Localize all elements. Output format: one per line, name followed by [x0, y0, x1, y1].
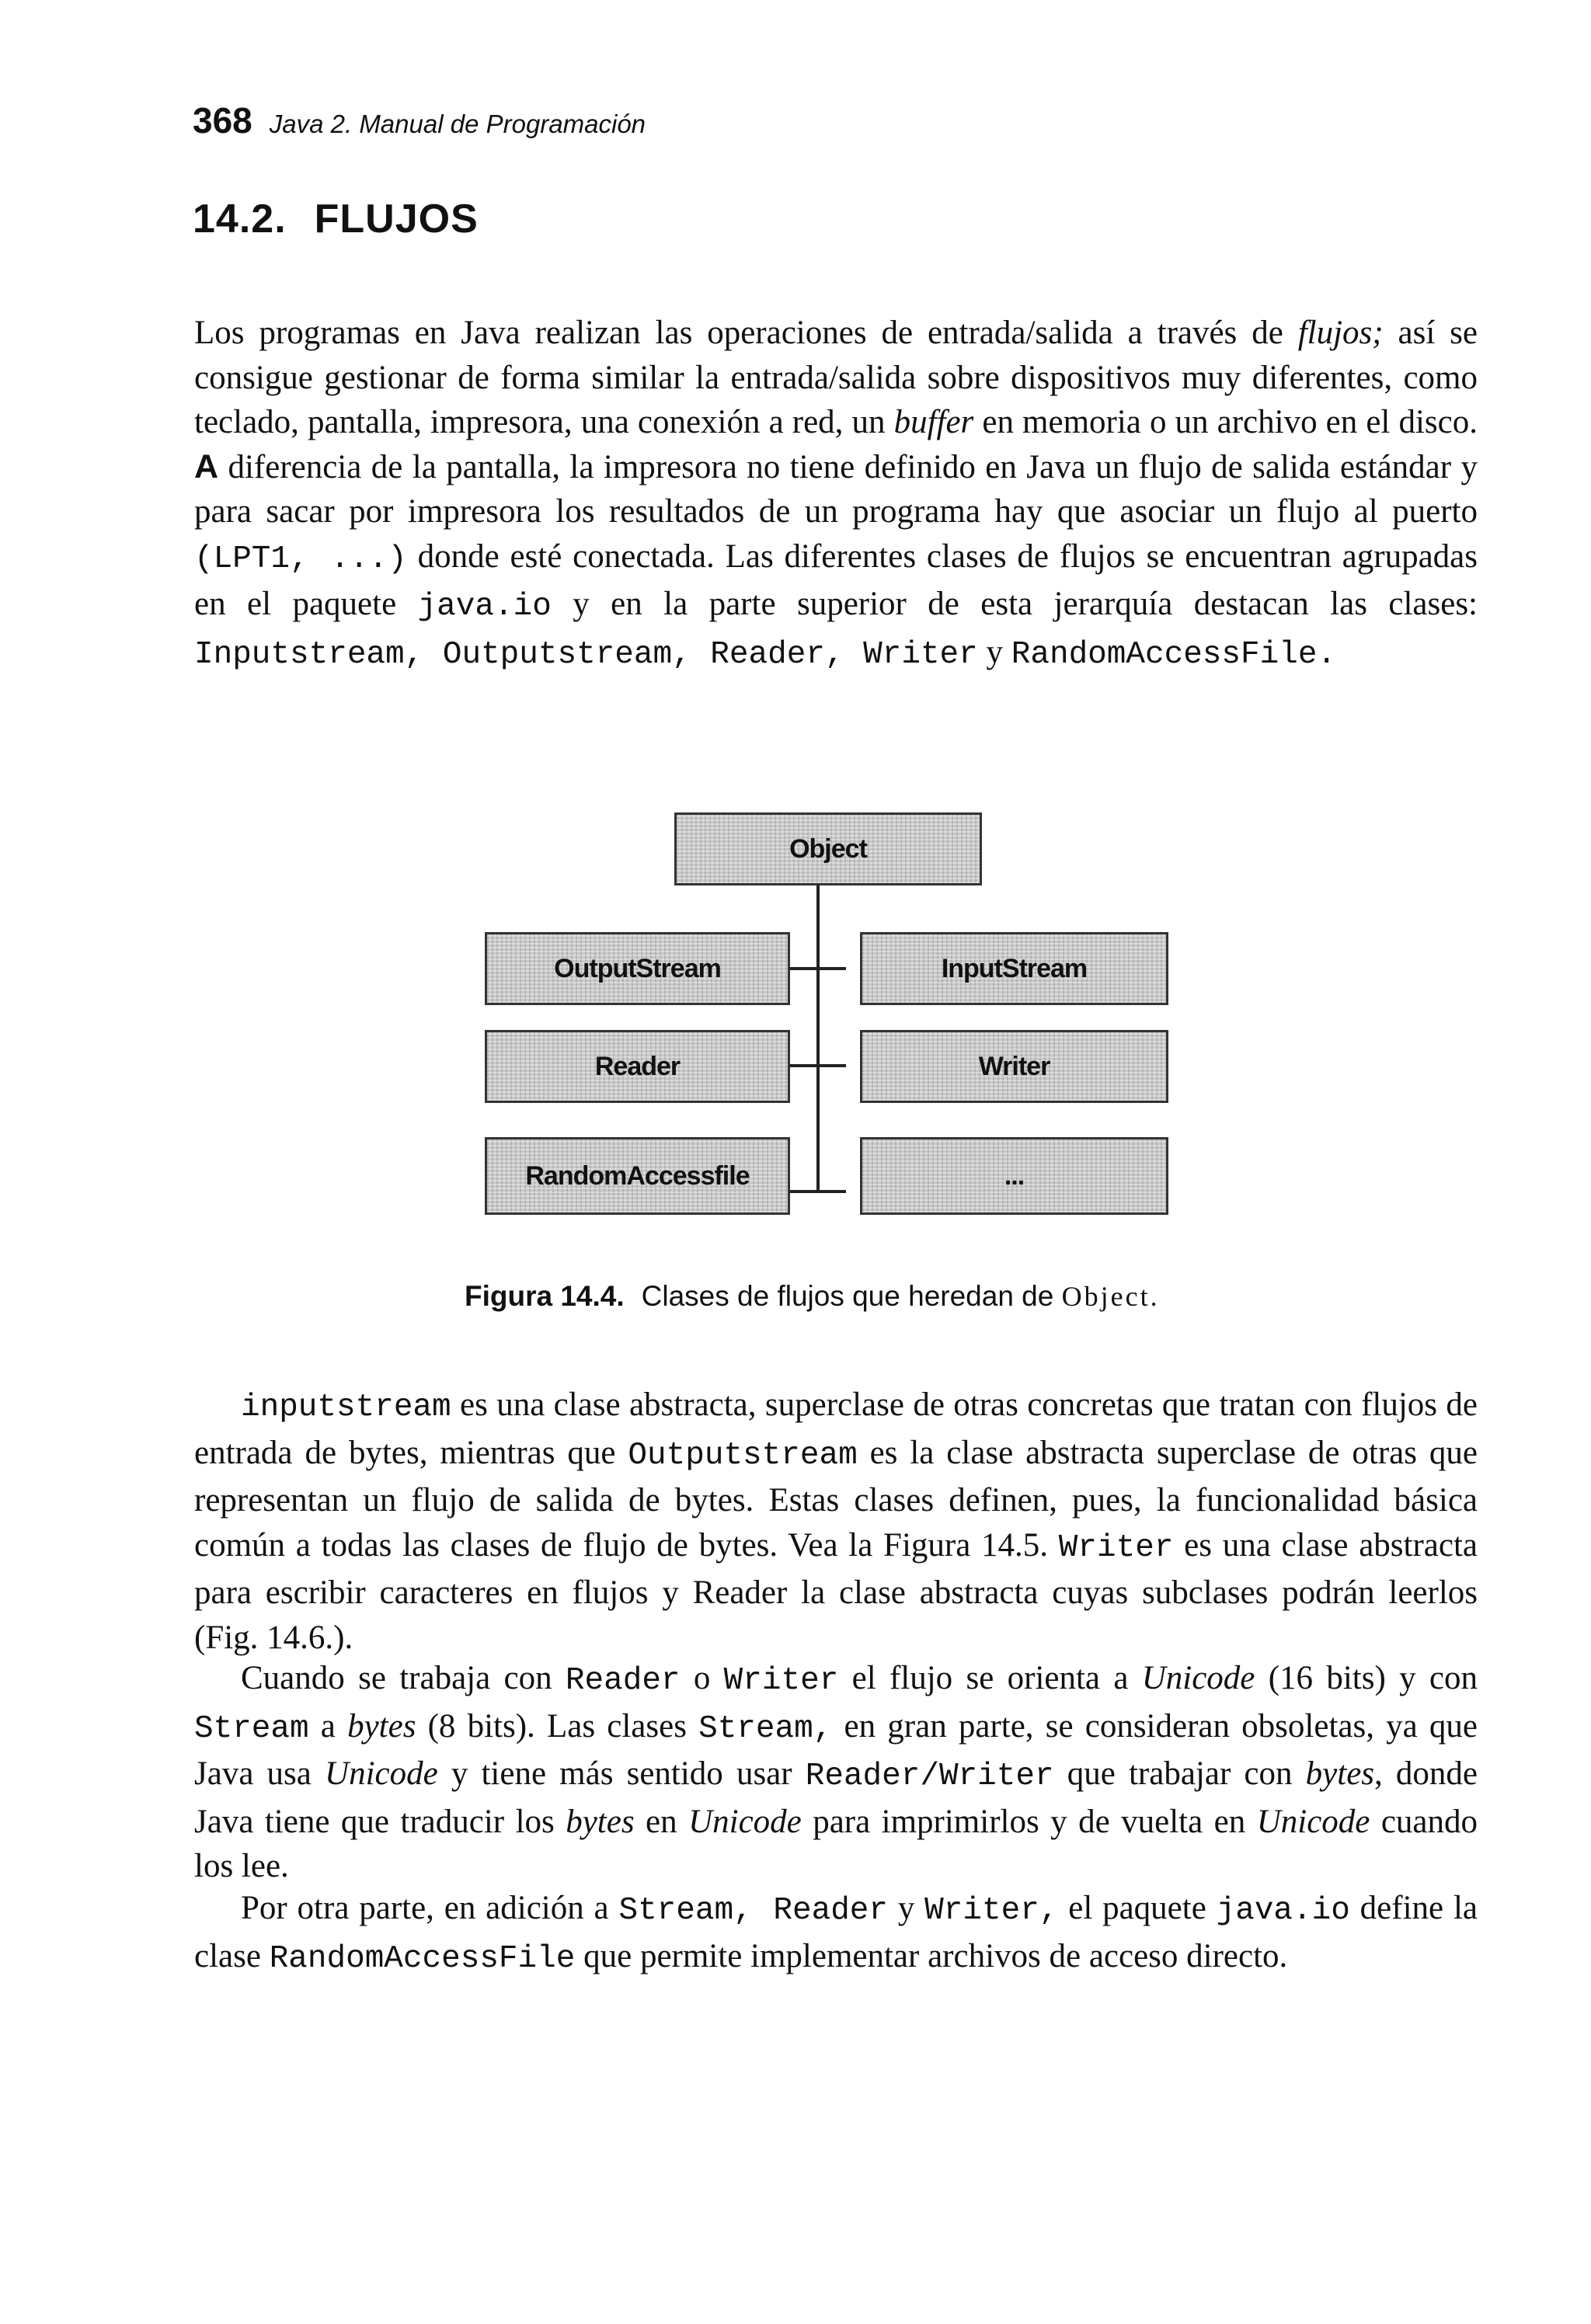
text-run: Unicode — [688, 1803, 802, 1840]
paragraph-streams — [194, 1383, 1478, 1660]
text-run: , donde Java tiene que traducir los — [194, 1755, 1478, 1840]
text-run: cuando los lee. — [194, 1803, 1478, 1884]
text-run: y — [888, 1890, 925, 1926]
code-run: java.io — [417, 589, 552, 624]
more-classes-box: ... — [860, 1137, 1168, 1215]
text-run: Los programas en Java realizan las operaciones de entrada/salida a través de — [194, 315, 1298, 351]
text-run: Unicode — [1256, 1803, 1370, 1840]
writer-box: Writer — [860, 1030, 1168, 1103]
outputstream-box: OutputStream — [485, 932, 790, 1005]
code-run: RandomAccessFile — [269, 1940, 576, 1977]
text-run: (8 bits). Las clases — [416, 1707, 699, 1745]
code-run: (LPT1, ...) — [194, 541, 407, 577]
text-run: flujos; — [1297, 315, 1384, 351]
caption-code: Object. — [1061, 1281, 1160, 1312]
text-run: así se consigue gestionar de forma similar la entrada/salida sobre dispositivos muy diferentes, como teclado, pantalla, impresora, una conexión a red, un — [194, 315, 1478, 440]
text-run: el paquete — [1058, 1890, 1217, 1926]
caption-text: Clases de flujos que heredan de — [641, 1280, 1062, 1312]
code-run: inputstream — [241, 1390, 451, 1425]
reader-box: Reader — [485, 1030, 790, 1103]
text-run: que trabajar con — [1053, 1755, 1306, 1792]
figure-caption — [465, 1280, 1160, 1313]
text-run: a — [308, 1707, 348, 1745]
text-run: o — [680, 1660, 724, 1696]
text-run: Unicode — [325, 1755, 438, 1792]
section-number: 14.2. — [193, 197, 287, 242]
text-run: para imprimirlos y de vuelta en — [801, 1803, 1257, 1840]
section-heading — [193, 196, 479, 242]
text-run: bytes — [1305, 1755, 1375, 1792]
text-run: en memoria o un archivo en el disco. — [973, 404, 1478, 440]
text-run: bytes — [347, 1707, 416, 1745]
code-run: Stream, Reader — [618, 1893, 889, 1929]
code-run: Writer — [723, 1663, 839, 1699]
code-run: Outputstream — [628, 1437, 858, 1473]
text-run: donde esté conectada. Las diferentes clases de flujos se encuentran agrupadas en el paquete — [194, 538, 1478, 622]
running-head — [193, 99, 646, 141]
text-run: Cuando se trabaja con — [241, 1660, 566, 1696]
text-run: es una clase abstracta, superclase de otras concretas que tratan con flujos de entrada de bytes, mientras que — [194, 1386, 1478, 1471]
code-run: java.io — [1216, 1893, 1350, 1929]
text-run: bytes — [566, 1803, 635, 1840]
code-run: Writer — [1058, 1529, 1174, 1566]
code-run: Reader/Writer — [805, 1759, 1054, 1794]
text-run: en — [634, 1803, 689, 1840]
code-run: Stream — [194, 1710, 309, 1747]
connector-line — [789, 967, 846, 970]
trunk-line — [816, 884, 820, 1192]
caption-label: Figura 14.4. — [465, 1280, 625, 1312]
paragraph-intro — [194, 311, 1478, 677]
text-run: define la clase — [194, 1890, 1478, 1974]
code-run: Reader — [565, 1663, 681, 1699]
page-number: 368 — [193, 100, 252, 141]
paragraph-randomaccess — [194, 1886, 1478, 1981]
connector-line — [789, 1190, 846, 1193]
text-run: buffer — [893, 404, 974, 440]
text-run: en gran parte, se consideran obsoletas, ya que Java usa — [194, 1707, 1478, 1792]
text-run: el flujo se orienta a — [838, 1660, 1142, 1696]
class-hierarchy-figure — [482, 808, 1173, 1227]
text-run: y en la parte superior de esta jerarquía destacan las clases: — [551, 586, 1478, 622]
text-run: Por otra parte, en adición a — [241, 1890, 619, 1926]
code-run: Writer, — [924, 1893, 1059, 1929]
text-run: es una clase abstracta para escribir caracteres en flujos y Reader la clase abstracta cuyas subclases podrán leerlos (Fig. 14.6.). — [194, 1526, 1478, 1656]
randomaccessfile-box: RandomAccessfile — [485, 1137, 790, 1215]
text-run: y — [977, 633, 1011, 670]
text-run: es la clase abstracta superclase de otras que representan un flujo de salida de bytes. Estas clases definen, pues, la funcionalidad básica común a todas las clases de flujo de bytes. Vea la Figura 14.5. — [194, 1434, 1478, 1564]
text-run: Unicode — [1141, 1660, 1255, 1696]
code-run: Inputstream, Outputstream, Reader, Writer — [194, 636, 978, 673]
book-title: Java 2. Manual de Programación — [269, 110, 646, 138]
text-run: A — [194, 447, 219, 485]
text-run: (16 bits) y con — [1255, 1660, 1478, 1696]
text-run: que permite implementar archivos de acceso directo. — [575, 1937, 1288, 1974]
text-run: diferencia de la pantalla, la impresora no tiene definido en Java un flujo de salida estándar y para sacar por impresora los resultados de un programa hay que asociar un flujo al puerto — [194, 448, 1478, 530]
section-title: FLUJOS — [314, 197, 479, 242]
object-box: Object — [674, 812, 982, 885]
text-run: y tiene más sentido usar — [437, 1755, 806, 1792]
inputstream-box: InputStream — [860, 932, 1168, 1005]
code-run: Stream, — [698, 1710, 833, 1747]
code-run: RandomAccessFile. — [1011, 636, 1337, 673]
connector-line — [789, 1064, 846, 1067]
paragraph-unicode — [194, 1656, 1478, 1889]
